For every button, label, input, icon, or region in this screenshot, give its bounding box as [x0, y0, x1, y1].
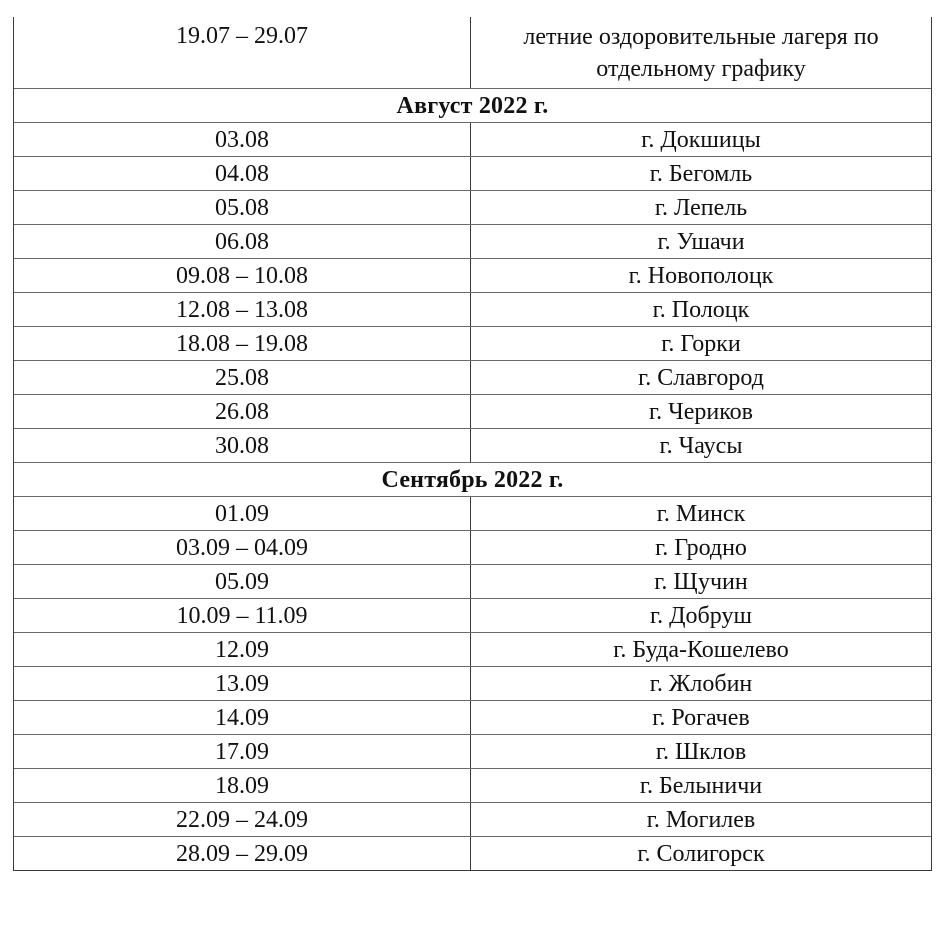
date-cell: 26.08 — [14, 395, 471, 428]
date-cell: 12.08 – 13.08 — [14, 293, 471, 326]
september-heading-row — [14, 462, 931, 496]
table-row — [14, 224, 931, 258]
table-row — [14, 428, 931, 462]
date-cell: 04.08 — [14, 157, 471, 190]
city-cell: г. Ушачи — [657, 229, 745, 255]
table-row — [14, 734, 931, 768]
city-cell: г. Славгород — [638, 365, 764, 391]
date-cell: 18.08 – 19.08 — [14, 327, 471, 360]
city-cell: г. Бегомль — [649, 161, 753, 187]
date-cell: 18.09 — [14, 769, 471, 802]
city-cell: г. Чаусы — [659, 433, 743, 459]
city-cell: г. Полоцк — [652, 297, 750, 323]
table-row — [14, 802, 931, 836]
date-cell: 17.09 — [14, 735, 471, 768]
city-cell: г. Белыничи — [639, 773, 763, 799]
table-row — [14, 360, 931, 394]
date-cell: 30.08 — [14, 429, 471, 462]
table-row — [14, 258, 931, 292]
city-cell: г. Могилев — [646, 807, 756, 833]
city-cell: г. Щучин — [654, 569, 748, 595]
date-cell: 14.09 — [14, 701, 471, 734]
table-row — [14, 836, 931, 870]
city-cell: г. Горки — [661, 331, 741, 357]
august-rows — [14, 122, 931, 462]
table-row — [14, 496, 931, 530]
table-row — [14, 190, 931, 224]
date-cell: 25.08 — [14, 361, 471, 394]
table-row — [14, 768, 931, 802]
intro-row — [14, 17, 931, 88]
city-cell: г. Минск — [656, 501, 746, 527]
table-row — [14, 122, 931, 156]
table-row — [14, 326, 931, 360]
date-cell: 05.08 — [14, 191, 471, 224]
september-rows — [14, 496, 931, 870]
table-row — [14, 598, 931, 632]
city-cell: г. Рогачев — [652, 705, 750, 731]
august-heading-row — [14, 88, 931, 122]
schedule-table — [13, 17, 932, 871]
date-cell: 06.08 — [14, 225, 471, 258]
date-cell: 03.09 – 04.09 — [14, 531, 471, 564]
date-cell: 12.09 — [14, 633, 471, 666]
date-cell: 28.09 – 29.09 — [14, 837, 471, 870]
date-cell: 10.09 – 11.09 — [14, 599, 471, 632]
table-row — [14, 156, 931, 190]
table-row — [14, 564, 931, 598]
city-cell: г. Новополоцк — [628, 263, 774, 289]
city-cell: г. Буда-Кошелево — [613, 637, 789, 663]
city-cell: г. Добруш — [650, 603, 752, 629]
city-cell: г. Докшицы — [641, 127, 761, 153]
city-cell: г. Гродно — [655, 535, 747, 561]
city-cell: г. Чериков — [648, 399, 753, 425]
intro-place-cell: летние оздоровительные лагеря по отдельному графику — [523, 24, 879, 82]
date-cell: 03.08 — [14, 123, 471, 156]
date-cell: 09.08 – 10.08 — [14, 259, 471, 292]
date-cell: 22.09 – 24.09 — [14, 803, 471, 836]
date-cell: 05.09 — [14, 565, 471, 598]
date-cell: 13.09 — [14, 667, 471, 700]
august-heading: Август 2022 г. — [396, 93, 549, 119]
september-heading: Сентябрь 2022 г. — [381, 467, 564, 493]
table-row — [14, 530, 931, 564]
city-cell: г. Шклов — [655, 739, 747, 765]
intro-date-cell: 19.07 – 29.07 — [14, 17, 471, 88]
city-cell: г. Солигорск — [637, 841, 765, 867]
city-cell: г. Лепель — [654, 195, 748, 221]
city-cell: г. Жлобин — [649, 671, 753, 697]
table-row — [14, 700, 931, 734]
table-row — [14, 666, 931, 700]
table-row — [14, 632, 931, 666]
date-cell: 01.09 — [14, 497, 471, 530]
table-row — [14, 292, 931, 326]
table-row — [14, 394, 931, 428]
